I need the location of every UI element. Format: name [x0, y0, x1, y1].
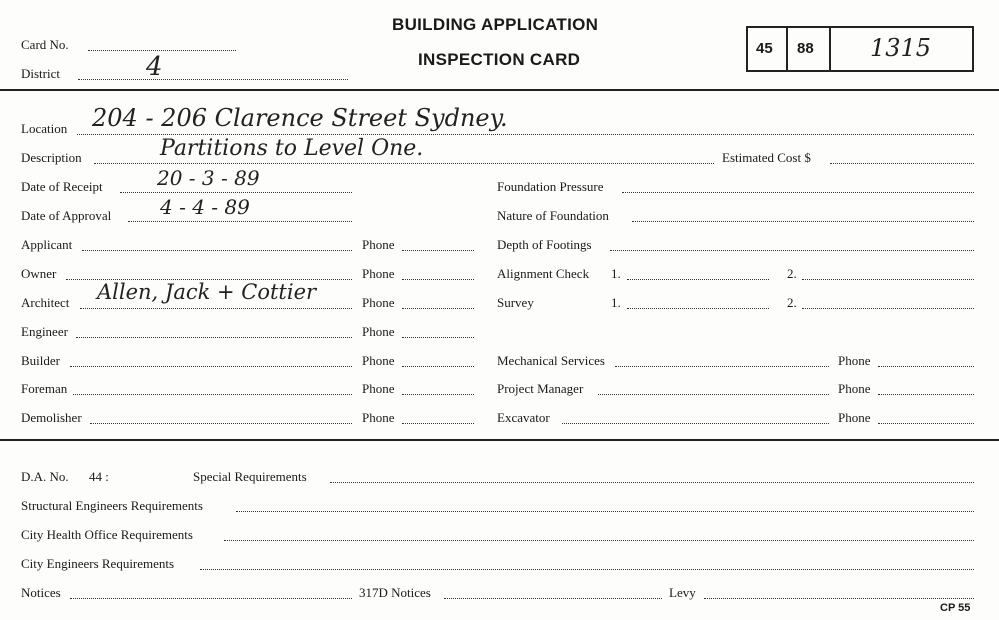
description-line	[94, 163, 714, 164]
demolisher-phone-label: Phone	[362, 410, 395, 425]
description-label: Description	[21, 150, 82, 165]
alignment-check-num-1: 1.	[611, 266, 621, 281]
317d-notices-label: 317D Notices	[359, 585, 431, 600]
box-right-value: 1315	[870, 34, 932, 62]
survey-label: Survey	[497, 295, 534, 310]
date-of-approval-label: Date of Approval	[21, 208, 112, 223]
district-value: 4	[146, 52, 163, 82]
alignment-check-num-2: 2.	[787, 266, 797, 281]
survey-num-2: 2.	[787, 295, 797, 310]
levy-label: Levy	[669, 585, 696, 600]
estimated-cost-label: Estimated Cost $	[722, 150, 811, 165]
card-number-box	[746, 26, 974, 72]
owner-phone-label: Phone	[362, 266, 395, 281]
architect-label: Architect	[21, 295, 70, 310]
title-line-2: INSPECTION CARD	[418, 50, 581, 69]
form-code: CP 55	[940, 602, 971, 614]
excavator-phone-label: Phone	[838, 410, 871, 425]
owner-label: Owner	[21, 266, 57, 281]
architect-phone-label: Phone	[362, 295, 395, 310]
da-no-value: 44 :	[89, 469, 109, 484]
location-value: 204 - 206 Clarence Street Sydney.	[92, 104, 508, 132]
district-line	[78, 79, 348, 80]
location-line	[77, 134, 974, 135]
builder-phone-label: Phone	[362, 353, 395, 368]
foundation-pressure-label: Foundation Pressure	[497, 179, 604, 194]
project-manager-phone-label: Phone	[838, 381, 871, 396]
card-no-label: Card No.	[21, 37, 69, 52]
estimated-cost-line	[830, 163, 974, 164]
city-engineers-requirements-label: City Engineers Requirements	[21, 556, 175, 571]
middle-rule	[0, 439, 999, 441]
applicant-label: Applicant	[21, 237, 73, 252]
da-no-label: D.A. No.	[21, 469, 69, 484]
builder-label: Builder	[21, 353, 60, 368]
architect-value: Allen, Jack + Cottier	[97, 280, 317, 304]
district-label: District	[21, 66, 60, 81]
applicant-phone-label: Phone	[362, 237, 395, 252]
structural-requirements-label: Structural Engineers Requirements	[21, 498, 203, 513]
description-value: Partitions to Level One.	[160, 136, 424, 161]
health-requirements-label: City Health Office Requirements	[21, 527, 193, 542]
depth-of-footings-label: Depth of Footings	[497, 237, 592, 252]
box-left-value: 45	[756, 40, 773, 57]
date-of-receipt-label: Date of Receipt	[21, 179, 103, 194]
project-manager-label: Project Manager	[497, 381, 584, 396]
survey-num-1: 1.	[611, 295, 621, 310]
excavator-label: Excavator	[497, 410, 550, 425]
engineer-label: Engineer	[21, 324, 68, 339]
foreman-phone-label: Phone	[362, 381, 395, 396]
date-of-approval-value: 4 - 4 - 89	[160, 195, 250, 219]
special-requirements-label: Special Requirements	[193, 469, 307, 484]
location-label: Location	[21, 121, 68, 136]
date-of-receipt-value: 20 - 3 - 89	[157, 166, 260, 190]
notices-label: Notices	[21, 585, 61, 600]
engineer-phone-label: Phone	[362, 324, 395, 339]
nature-of-foundation-label: Nature of Foundation	[497, 208, 609, 223]
alignment-check-label: Alignment Check	[497, 266, 590, 281]
foreman-label: Foreman	[21, 381, 68, 396]
box-middle-value: 88	[797, 40, 814, 57]
demolisher-label: Demolisher	[21, 410, 82, 425]
title-line-1: BUILDING APPLICATION	[392, 15, 599, 34]
mechanical-phone-label: Phone	[838, 353, 871, 368]
card-no-line	[88, 50, 236, 51]
header-rule	[0, 89, 999, 91]
mechanical-services-label: Mechanical Services	[497, 353, 605, 368]
